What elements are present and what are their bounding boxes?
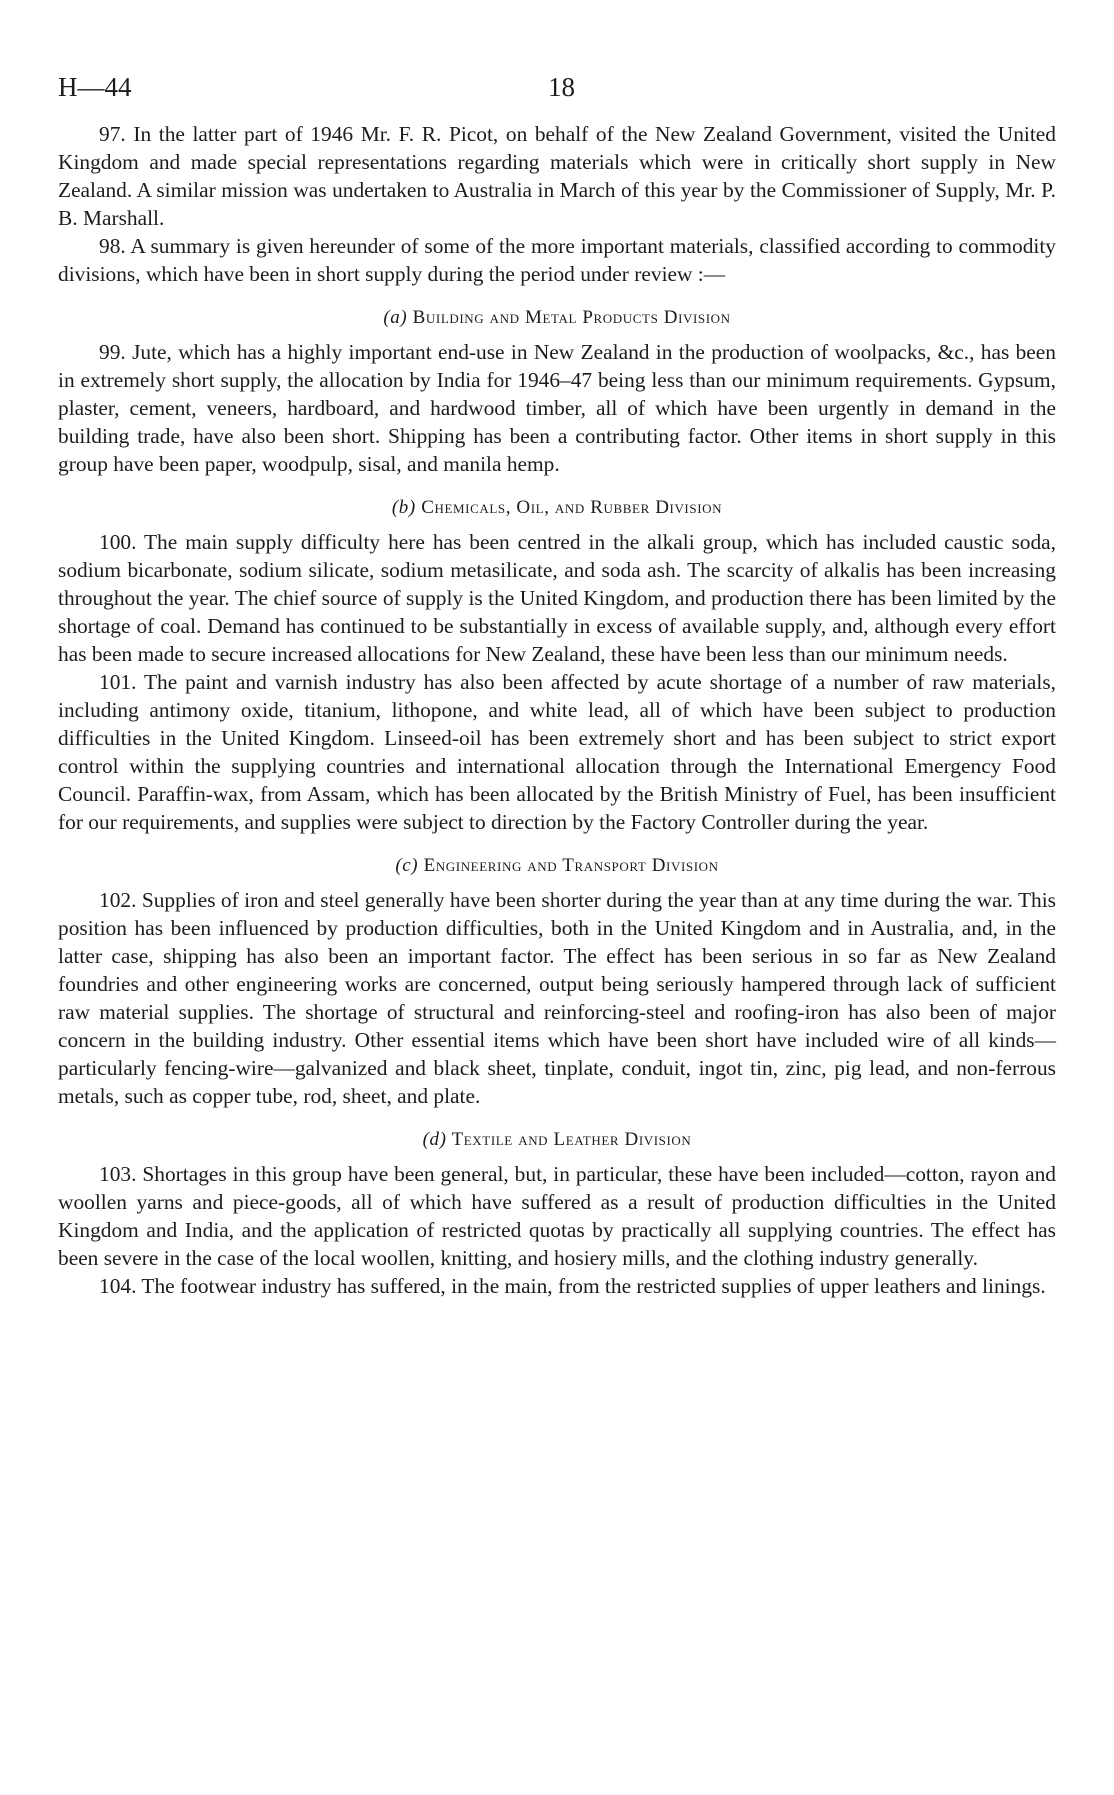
- section-heading-d: [58, 1126, 1056, 1154]
- section-title: Chemicals, Oil, and Rubber Division: [421, 497, 723, 518]
- section-title: Engineering and Transport Division: [423, 855, 719, 876]
- page-number: 18: [548, 72, 575, 102]
- paragraph-101: 101. The paint and varnish industry has also been affected by acute shortage of a number of raw materials, including antimony oxide, titanium, lithopone, and white lead, all of which have been subject to production difficulties in the United Kingdom. Linseed-oil has been extremely short and has been subject to strict export control within the supplying countries and international allocation through the International Emergency Food Council. Paraffin-wax, from Assam, which has been allocated by the British Ministry of Fuel, has been insufficient for our requirements, and supplies were subject to direction by the Factory Controller during the year.: [58, 670, 1056, 834]
- page-header: [58, 72, 1056, 120]
- section-heading-a: [58, 304, 1056, 332]
- document-reference: H—44: [58, 72, 132, 102]
- paragraph-100: 100. The main supply difficulty here has been centred in the alkali group, which has included caustic soda, sodium bicarbonate, sodium silicate, sodium metasilicate, and soda ash. The scarcity of alkalis has been increasing throughout the year. The chief source of supply is the United Kingdom, and production there has been limited by the shortage of coal. Demand has continued to be substantially in excess of available supply, and, although every effort has been made to secure increased allocations for New Zealand, these have been less than our minimum needs.: [58, 530, 1056, 666]
- paragraph-103: 103. Shortages in this group have been general, but, in particular, these have been included—cotton, rayon and woollen yarns and piece-goods, all of which have suffered as a result of production difficulties in the United Kingdom and India, and the application of restricted quotas by practically all supplying countries. The effect has been severe in the case of the local woollen, knitting, and hosiery mills, and the clothing industry generally.: [58, 1162, 1056, 1270]
- section-letter: (c): [395, 855, 419, 876]
- section-heading-b: [58, 494, 1056, 522]
- section-title: Textile and Leather Division: [451, 1129, 692, 1150]
- paragraph-98: 98. A summary is given hereunder of some of the more important materials, classified according to commodity divisions, which have been in short supply during the period under review :—: [58, 234, 1056, 286]
- section-heading-c: [58, 852, 1056, 880]
- paragraph-102: 102. Supplies of iron and steel generally have been shorter during the year than at any time during the war. This position has been influenced by production difficulties, both in the United Kingdom and in Australia, and, in the latter case, shipping has also been an important factor. The effect has been serious in so far as New Zealand foundries and other engineering works are concerned, output being seriously hampered through lack of sufficient raw material supplies. The shortage of structural and reinforcing-steel and roofing-iron has also been of major concern in the building industry. Other essential items which have been short have included wire of all kinds—particularly fencing-wire—galvanized and black sheet, tinplate, conduit, ingot tin, zinc, pig lead, and non-ferrous metals, such as copper tube, rod, sheet, and plate.: [58, 888, 1056, 1108]
- paragraph-97: 97. In the latter part of 1946 Mr. F. R. Picot, on behalf of the New Zealand Government, visited the United Kingdom and made special representations regarding materials which were in critically short supply in New Zealand. A similar mission was undertaken to Australia in March of this year by the Commissioner of Supply, Mr. P. B. Marshall.: [58, 122, 1056, 230]
- section-letter: (d): [422, 1129, 447, 1150]
- paragraph-99: 99. Jute, which has a highly important end-use in New Zealand in the production of woolpacks, &c., has been in extremely short supply, the allocation by India for 1946–47 being less than our minimum requirements. Gypsum, plaster, cement, veneers, hardboard, and hardwood timber, all of which have been urgently in demand in the building trade, have also been short. Shipping has been a contributing factor. Other items in short supply in this group have been paper, woodpulp, sisal, and manila hemp.: [58, 340, 1056, 476]
- paragraph-104: 104. The footwear industry has suffered, in the main, from the restricted supplies of upper leathers and linings.: [99, 1274, 1046, 1298]
- section-letter: (a): [383, 307, 408, 328]
- section-letter: (b): [391, 497, 416, 518]
- section-title: Building and Metal Products Division: [412, 307, 731, 328]
